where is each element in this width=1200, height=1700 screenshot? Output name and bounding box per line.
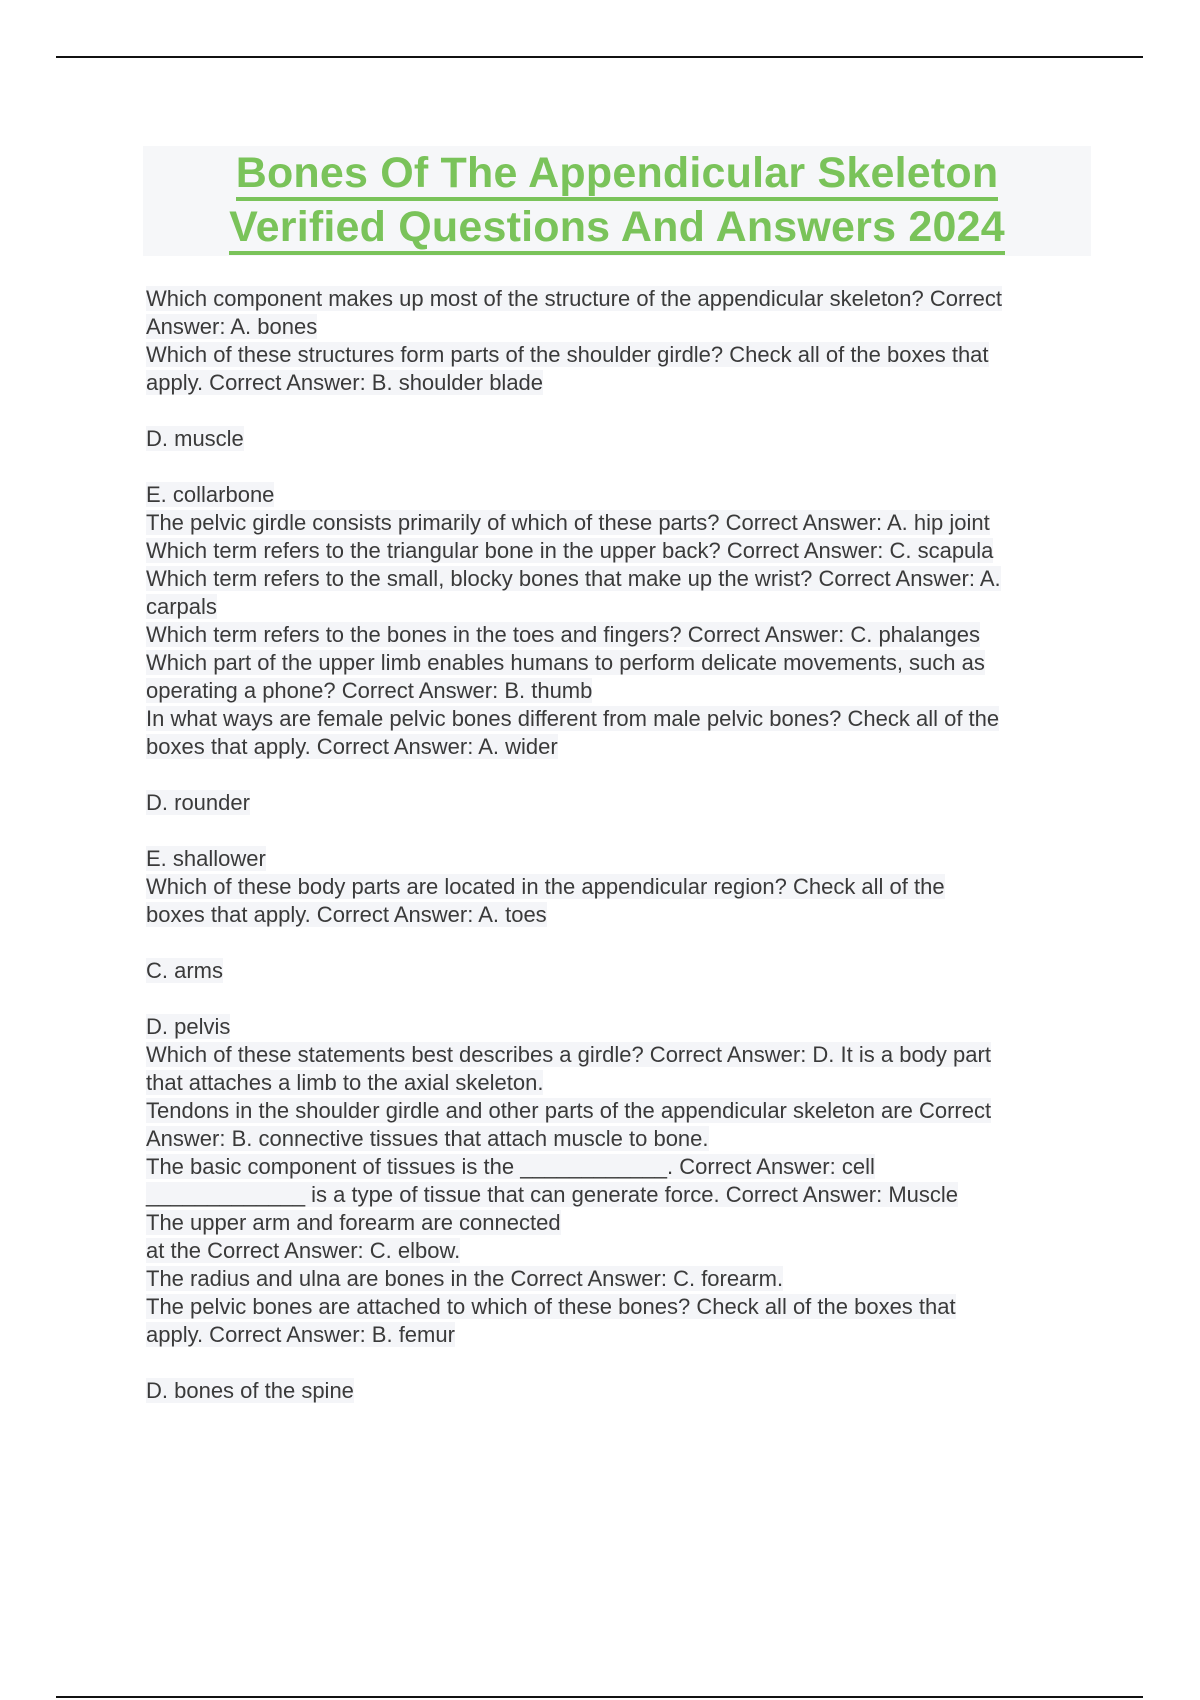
text-line-content: Tendons in the shoulder girdle and other parts of the appendicular skeleton are Correct [146,1098,992,1123]
text-line [146,1125,1091,1153]
text-line [146,873,1091,901]
text-line [146,285,1091,313]
text-line [146,481,1091,509]
text-line [146,341,1091,369]
text-line [146,733,1091,761]
text-line-content: Which component makes up most of the structure of the appendicular skeleton? Correct [146,286,1002,311]
title-line-2: Verified Questions And Answers 2024 [143,200,1091,254]
blank-line [146,397,1091,425]
text-line-content: apply. Correct Answer: B. shoulder blade [146,370,544,395]
text-line-content: Answer: A. bones [146,314,318,339]
text-line-content: Which term refers to the small, blocky bones that make up the wrist? Correct Answer: A. [146,566,1001,591]
text-line [146,1013,1091,1041]
blank-line [146,929,1091,957]
text-line [146,1377,1091,1405]
blank-line [146,453,1091,481]
text-line [146,957,1091,985]
text-line-content: boxes that apply. Correct Answer: A. wider [146,734,558,759]
text-line-content: boxes that apply. Correct Answer: A. toes [146,902,547,927]
text-line [146,369,1091,397]
text-line [146,509,1091,537]
top-rule [56,56,1143,58]
text-line-content: C. arms [146,958,223,983]
text-line [146,1153,1091,1181]
text-line [146,1293,1091,1321]
text-line [146,1265,1091,1293]
document-body [146,285,1091,1405]
blank-line [146,1349,1091,1377]
text-line [146,425,1091,453]
text-line [146,1321,1091,1349]
text-line [146,313,1091,341]
text-line [146,593,1091,621]
text-line-content: Which term refers to the triangular bone in the upper back? Correct Answer: C. scapula [146,538,994,563]
text-line [146,1041,1091,1069]
text-line [146,677,1091,705]
text-line [146,537,1091,565]
text-line-content: Which of these structures form parts of the shoulder girdle? Check all of the boxes that [146,342,989,367]
text-line-content: The upper arm and forearm are connected [146,1210,561,1235]
text-line [146,789,1091,817]
text-line-content: E. collarbone [146,482,275,507]
text-line-content: In what ways are female pelvic bones different from male pelvic bones? Check all of the [146,706,1000,731]
text-line-content: The pelvic bones are attached to which of these bones? Check all of the boxes that [146,1294,956,1319]
text-line-content: operating a phone? Correct Answer: B. thumb [146,678,593,703]
text-line-content: D. bones of the spine [146,1378,354,1403]
text-line-content: The radius and ulna are bones in the Correct Answer: C. forearm. [146,1266,784,1291]
text-line-content: D. muscle [146,426,244,451]
text-line-content: E. shallower [146,846,266,871]
text-line-content: Which part of the upper limb enables humans to perform delicate movements, such as [146,650,985,675]
text-line-content: D. pelvis [146,1014,231,1039]
text-line [146,1069,1091,1097]
blank-line [146,985,1091,1013]
text-line-content: Which term refers to the bones in the toes and fingers? Correct Answer: C. phalanges [146,622,980,647]
text-line-content: _____________ is a type of tissue that can generate force. Correct Answer: Muscle [146,1182,959,1207]
document-title-box [143,146,1091,256]
text-line [146,901,1091,929]
text-line-content: D. rounder [146,790,250,815]
blank-line [146,761,1091,789]
text-line-content: that attaches a limb to the axial skeleton. [146,1070,544,1095]
text-line [146,649,1091,677]
text-line [146,621,1091,649]
text-line-content: The pelvic girdle consists primarily of which of these parts? Correct Answer: A. hip joint [146,510,990,535]
text-line-content: carpals [146,594,217,619]
text-line [146,1209,1091,1237]
text-line-content: The basic component of tissues is the ____________. Correct Answer: cell [146,1154,875,1179]
title-line-1: Bones Of The Appendicular Skeleton [143,146,1091,200]
text-line [146,705,1091,733]
text-line [146,845,1091,873]
text-line [146,565,1091,593]
text-line [146,1181,1091,1209]
text-line-content: at the Correct Answer: C. elbow. [146,1238,461,1263]
bottom-rule [56,1696,1143,1698]
text-line-content: Which of these body parts are located in the appendicular region? Check all of the [146,874,945,899]
text-line [146,1237,1091,1265]
text-line-content: Which of these statements best describes a girdle? Correct Answer: D. It is a body part [146,1042,991,1067]
text-line-content: Answer: B. connective tissues that attach muscle to bone. [146,1126,709,1151]
text-line [146,1097,1091,1125]
text-line-content: apply. Correct Answer: B. femur [146,1322,455,1347]
blank-line [146,817,1091,845]
